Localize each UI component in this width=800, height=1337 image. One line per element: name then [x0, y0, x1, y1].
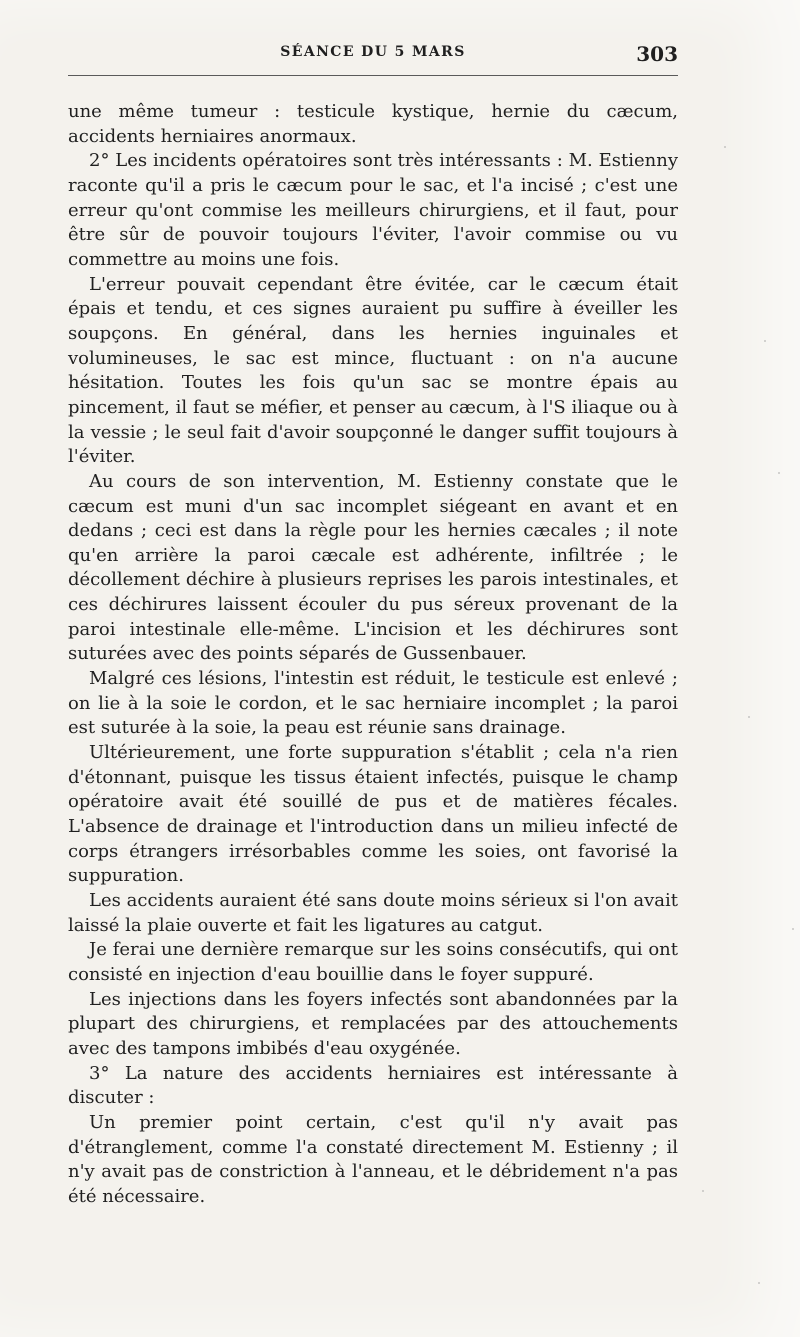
paragraph-3: L'erreur pouvait cependant être évitée, car le cæcum était épais et tendu, et ces signes auraient pu suffire à éveiller les soupçons. En général, dans les hernies inguinales et volumineuses, le sac est mince, fluctuant : on n'a aucune hésitation. Toutes les fois qu'un sac se montre épais au pincement, il faut se méfier, et penser au cæcum, à l'S iliaque ou à la vessie ; le seul fait d'avoir soupçonné le danger suffit toujours à l'éviter. [68, 273, 678, 468]
paragraph-7: Les accidents auraient été sans doute moins sérieux si l'on avait laissé la plaie ouverte et fait les ligatures au catgut. [68, 890, 678, 936]
paragraph-6: Ultérieurement, une forte suppuration s'établit ; cela n'a rien d'étonnant, puisque les tissus étaient infectés, puisque le champ opératoire avait été souillé de pus et de matières fécales. L'absence de drainage et l'introduction dans un milieu infecté de corps étrangers irrésorbables comme les soies, ont favorisé la suppuration. [68, 742, 678, 887]
paper-speck [778, 472, 780, 474]
paragraph-2: 2° Les incidents opératoires sont très intéressants : M. Estienny raconte qu'il a pris le cæcum pour le sac, et l'a incisé ; c'est une erreur qu'ont commise les meilleurs chirurgiens, et il faut, pour être sûr de pouvoir toujours l'éviter, l'avoir commise ou vu commettre au moins une fois. [68, 150, 678, 270]
paper-speck [764, 340, 766, 342]
running-head: SÉANCE DU 5 MARS [280, 44, 466, 60]
paper-speck [758, 1282, 760, 1284]
page-number: 303 [636, 42, 678, 66]
paper-speck [702, 1190, 704, 1192]
body-text [68, 100, 678, 1210]
paragraph-4: Au cours de son intervention, M. Estienny constate que le cæcum est muni d'un sac incomplet siégeant en avant et en dedans ; ceci est dans la règle pour les hernies cæcales ; il note qu'en arrière la paroi cæcale est adhérente, infiltrée ; le décollement déchire à plusieurs reprises les parois intestinales, et ces déchirures laissent écouler du pus séreux provenant de la paroi intestinale elle-même. L'incision et les déchirures sont suturées avec des points séparés de Gussenbauer. [68, 470, 678, 665]
paragraph-9: Les injections dans les foyers infectés sont abandonnées par la plupart des chirurgiens, et remplacées par des attouchements avec des tampons imbibés d'eau oxygénée. [68, 988, 678, 1059]
paragraph-11: Un premier point certain, c'est qu'il n'y avait pas d'étranglement, comme l'a constaté directement M. Estienny ; il n'y avait pas de constriction à l'anneau, et le débridement n'a pas été nécessaire. [68, 1111, 678, 1207]
paragraph-1: une même tumeur : testicule kystique, hernie du cæcum, accidents herniaires anormaux. [68, 101, 678, 147]
paper-speck [748, 716, 750, 718]
page-header [68, 44, 678, 70]
header-rule [68, 75, 678, 76]
paper-speck [724, 146, 726, 148]
paragraph-5: Malgré ces lésions, l'intestin est réduit, le testicule est enlevé ; on lie à la soie le cordon, et le sac herniaire incomplet ; la paroi est suturée à la soie, la peau est réunie sans drainage. [68, 668, 678, 739]
paragraph-8: Je ferai une dernière remarque sur les soins consécutifs, qui ont consisté en injection d'eau bouillie dans le foyer suppuré. [68, 939, 678, 985]
paragraph-10: 3° La nature des accidents herniaires est intéressante à discuter : [68, 1062, 678, 1109]
paper-speck [792, 928, 794, 930]
